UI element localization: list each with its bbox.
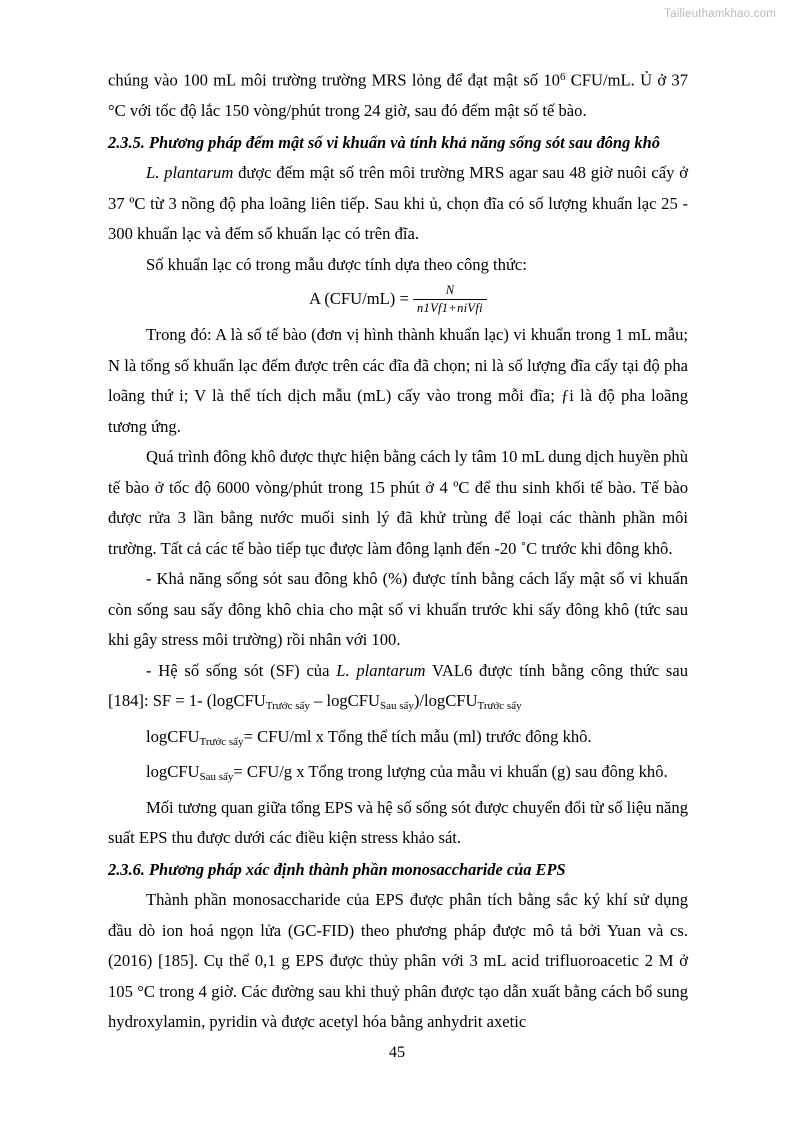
watermark: Tailieuthamkhao.com (664, 8, 776, 20)
formula-fraction (413, 283, 487, 315)
page-number: 45 (388, 1043, 406, 1061)
subscript-after-drying-1: Sau sấy (379, 700, 414, 713)
logcfu-before-text: = CFU/ml x Tổng thể tích mẫu (ml) trước đông khô. (243, 726, 592, 746)
species-name-italic: L. plantarum (146, 163, 234, 182)
section-heading-2-3-5: 2.3.5. Phương pháp đếm mật số vi khuẩn và tính khả năng sống sót sau đông khô (108, 132, 660, 152)
paragraph-intro-text-a: chúng vào 100 mL môi trường trường MRS lỏng để đạt mật số 10 (108, 70, 560, 90)
paragraph-logcfu-after (108, 757, 688, 793)
paragraph-intro-text-b: CFU/mL. Ủ ở 37 °C với tốc độ lắc 150 vòng/phút trong 24 giờ, sau đó đếm mật số tế bào. (108, 70, 688, 120)
paragraph-survival-factor (108, 656, 688, 722)
survival-factor-text-b: VAL6 được tính bằng công thức sau [184]: SF = 1- (logCFU (108, 660, 688, 711)
paragraph-eps-correlation: Mối tương quan giữa tổng EPS và hệ số sống sót được chuyển đổi từ số liệu năng suất EPS thu được dưới các điều kiện stress khảo sát. (108, 797, 688, 848)
paragraph-logcfu-before (108, 722, 688, 758)
section-heading-2-3-6: 2.3.6. Phương pháp xác định thành phần monosaccharide của EPS (108, 859, 566, 879)
subscript-before-drying-3: Trước sấy (199, 735, 244, 748)
paragraph-plantarum-rest: được đếm mật số trên môi trường MRS agar sau 48 giờ nuôi cấy ở 37 ºC từ 3 nồng độ pha loãng liên tiếp. Sau khi ủ, chọn đĩa có số lượng khuẩn lạc 25 - 300 khuẩn lạc và đếm số khuẩn lạc có trên đĩa. (108, 163, 689, 243)
paragraph-survival-percent: - Khả năng sống sót sau đông khô (%) được tính bằng cách lấy mật số vi khuẩn còn sống sau sấy đông khô chia cho mật số vi khuẩn trước khi sấy đông khô (tức sau khi gây stress môi trường) rồi nhân với 100. (108, 569, 688, 650)
paragraph-intro (108, 62, 688, 127)
species-name-italic-2: L. plantarum (336, 660, 426, 680)
exponent-six: 6 (559, 71, 566, 83)
formula-left-side: A (CFU/mL) = (309, 289, 409, 308)
formula-numerator: N (413, 283, 487, 299)
subscript-after-drying-2: Sau sấy (199, 771, 234, 784)
formula-cfu (108, 284, 688, 316)
paragraph-definitions: Trong đó: A là số tế bào (đơn vị hình thành khuẩn lạc) vi khuẩn trong 1 mL mẫu; N là tổng số khuẩn lạc đếm được trên các đĩa đã chọn; ni là số lượng đĩa cấy tại độ pha loãng thứ i; V là thể tích dịch mẫu (mL) cấy vào trong mỗi đĩa; ƒi là độ pha loãng tương ứng. (108, 325, 688, 436)
survival-factor-text-a: - Hệ số sống sót (SF) của (146, 660, 337, 680)
subscript-before-drying-2: Trước sấy (477, 700, 522, 713)
paragraph-formula-lead: Số khuẩn lạc có trong mẫu được tính dựa theo công thức: (146, 254, 527, 274)
subscript-before-drying-1: Trước sấy (265, 700, 310, 713)
formula-denominator: n1Vf1+niVfi (416, 300, 483, 315)
survival-factor-text-d: )/logCFU (413, 691, 478, 711)
paragraph-monosaccharide-method: Thành phần monosaccharide của EPS được phân tích bằng sắc ký khí sử dụng đầu dò ion hoá ngọn lửa (GC-FID) theo phương pháp được mô tả bởi Yuan và cs. (2016) [185]. Cụ thể 0,1 g EPS được thủy phân với 3 mL acid trifluoroacetic 2 M ở 105 °C trong 4 giờ. Các đường sau khi thuỷ phân được tạo dẫn xuất bằng cách bổ sung hydroxylamin, pyridin và được acetyl hóa bằng anhydrit axetic (108, 890, 688, 1032)
logcfu-after-label: logCFU (146, 762, 200, 782)
survival-factor-text-c: – logCFU (309, 691, 380, 711)
document-content (108, 62, 688, 1038)
logcfu-after-text: = CFU/g x Tổng trong lượng của mẫu vi khuẩn (g) sau đông khô. (233, 762, 668, 782)
logcfu-before-label: logCFU (146, 726, 200, 746)
paragraph-plantarum-count (108, 158, 688, 250)
paragraph-freeze-drying: Quá trình đông khô được thực hiện bằng cách ly tâm 10 mL dung dịch huyền phù tế bào ở tốc độ 6000 vòng/phút trong 15 phút ở 4 ºC để thu sinh khối tế bào. Tế bào được rửa 3 lần bằng nước muối sinh lý đã khử trùng để loại các thành phần môi trường. Tất cả các tế bào tiếp tục được làm đông lạnh đến -20 ˚C trước khi đông khô. (108, 447, 688, 558)
